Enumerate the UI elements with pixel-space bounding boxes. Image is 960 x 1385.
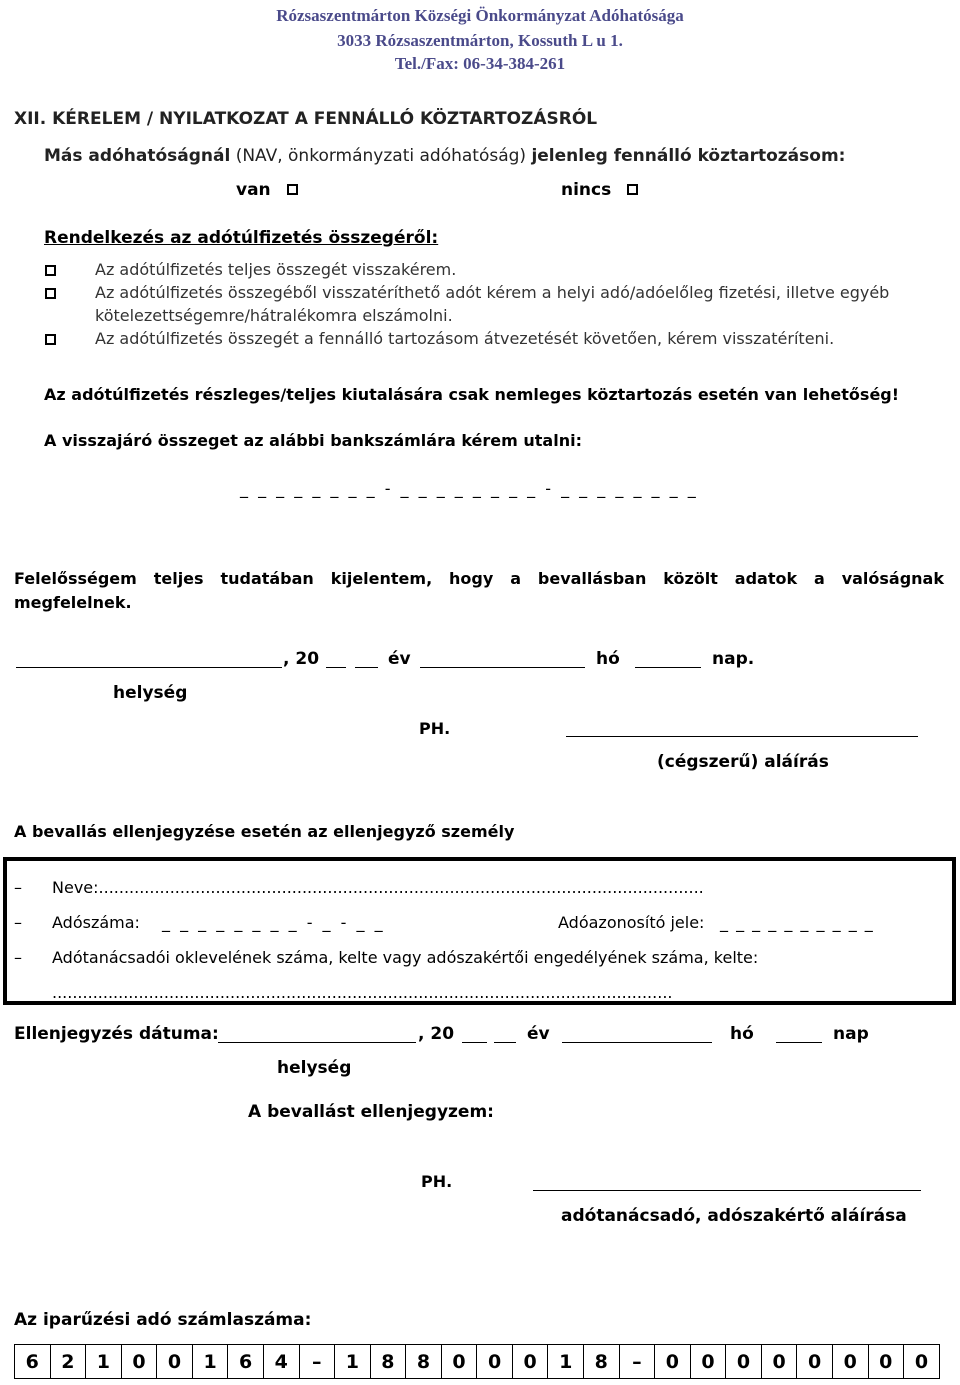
account-digit: 0 xyxy=(904,1345,940,1379)
account-digit: 6 xyxy=(228,1345,264,1379)
option2-label-line1: Az adótúlfizetés összegéből visszatéríthető adót kérem a helyi adó/adóelőleg fizetési, illetve egyéb xyxy=(95,283,890,302)
option1-label: Az adótúlfizetés teljes összegét visszakérem. xyxy=(95,260,457,279)
declaration-text: Felelősségem teljes tudatában kijelentem, hogy a bevallásban közölt adatok a valóságnak xyxy=(14,569,944,588)
countersign-signature-label: adótanácsadó, adószakértő aláírása xyxy=(561,1206,907,1226)
datum-ev-label: év xyxy=(527,1024,550,1044)
oklevel-label: Adótanácsadói oklevelének száma, kelte vagy adószakértői engedélyének száma, kelte: xyxy=(52,948,759,967)
nincs-option[interactable]: nincs xyxy=(561,180,638,200)
account-digit: 0 xyxy=(512,1345,548,1379)
ellenjegyzem-label: A bevallást ellenjegyzem: xyxy=(248,1102,494,1122)
account-digit: 8 xyxy=(584,1345,620,1379)
account-label: Az iparűzési adó számlaszáma: xyxy=(14,1310,312,1330)
account-digit: 0 xyxy=(441,1345,477,1379)
year-prefix: , 20 xyxy=(283,649,320,669)
office-address: 3033 Rózsaszentmárton, Kossuth L u 1. xyxy=(337,31,623,50)
account-digit: 0 xyxy=(477,1345,513,1379)
account-digit: 1 xyxy=(86,1345,122,1379)
option2-checkbox[interactable] xyxy=(45,288,56,299)
signature-label: (cégszerű) aláírás xyxy=(657,752,829,772)
datum-label: Ellenjegyzés dátuma: xyxy=(14,1024,219,1044)
adoszama-field[interactable]: _ _ _ _ _ _ _ _ - _ - _ _ xyxy=(162,913,383,932)
option3-label: Az adótúlfizetés összegét a fennálló tartozásom átvezetését követően, kérem visszatéríteni. xyxy=(95,329,835,348)
adoszama-label: Adószáma: xyxy=(52,913,140,932)
adoazonosito-label: Adóazonosító jele: xyxy=(558,913,705,932)
account-separator: – xyxy=(619,1345,655,1379)
note-text: Az adótúlfizetés részleges/teljes kiutalására csak nemleges köztartozás esetén van lehetőség! xyxy=(44,385,900,404)
oklevel-field[interactable]: .......................................................................................................................... xyxy=(52,983,673,1002)
account-digit: 2 xyxy=(50,1345,86,1379)
account-digit: 0 xyxy=(761,1345,797,1379)
helyseg-label: helység xyxy=(113,683,188,703)
account-digit: 0 xyxy=(832,1345,868,1379)
account-number-grid xyxy=(14,1344,940,1379)
option1-checkbox[interactable] xyxy=(45,265,56,276)
section-title: XII. KÉRELEM / NYILATKOZAT A FENNÁLLÓ KÖZTARTOZÁSRÓL xyxy=(14,109,598,129)
adoszama-dash: – xyxy=(14,913,22,932)
account-digit: 0 xyxy=(690,1345,726,1379)
place-field[interactable] xyxy=(16,667,282,668)
month-field[interactable] xyxy=(420,667,585,668)
neve-dash: – xyxy=(14,878,22,897)
ph-label: PH. xyxy=(419,719,451,738)
account-digit: 8 xyxy=(370,1345,406,1379)
ev-label: év xyxy=(388,649,411,669)
account-digit: 0 xyxy=(157,1345,193,1379)
account-digit: 0 xyxy=(655,1345,691,1379)
account-digit: 4 xyxy=(263,1345,299,1379)
countersign-ph-label: PH. xyxy=(421,1172,453,1191)
adoazonosito-field[interactable]: _ _ _ _ _ _ _ _ _ _ xyxy=(720,913,873,932)
bank-label: A visszajáró összeget az alábbi bankszámlára kérem utalni: xyxy=(44,431,582,450)
account-digit: 1 xyxy=(335,1345,371,1379)
neve-field[interactable]: Neve:....................................................................................................................... xyxy=(52,878,704,897)
datum-ho-label: hó xyxy=(730,1024,754,1044)
datum-year-prefix: , 20 xyxy=(418,1024,455,1044)
ho-label: hó xyxy=(596,649,620,669)
account-digit: 1 xyxy=(548,1345,584,1379)
bank-account-field[interactable]: _ _ _ _ _ _ _ _ - _ _ _ _ _ _ _ _ - _ _ _ _ _ _ _ _ xyxy=(240,479,696,498)
account-digit: 1 xyxy=(192,1345,228,1379)
declaration-text-end: megfelelnek. xyxy=(14,593,132,612)
oklevel-dash: – xyxy=(14,948,22,967)
rendelkezes-heading: Rendelkezés az adótúlfizetés összegéről: xyxy=(44,228,439,248)
year-digit1-field[interactable] xyxy=(326,667,346,668)
debt-question: Más adóhatóságnál (NAV, önkormányzati adóhatóság) jelenleg fennálló köztartozásom: xyxy=(44,146,846,166)
signature-field[interactable] xyxy=(566,736,918,737)
datum-month-field[interactable] xyxy=(562,1042,712,1043)
year-digit2-field[interactable] xyxy=(355,667,378,668)
account-digit: 0 xyxy=(868,1345,904,1379)
option3-checkbox[interactable] xyxy=(45,334,56,345)
datum-year-digit1-field[interactable] xyxy=(462,1042,487,1043)
datum-year-digit2-field[interactable] xyxy=(494,1042,516,1043)
nap-label: nap. xyxy=(712,649,755,669)
account-separator: – xyxy=(299,1345,335,1379)
account-digit: 0 xyxy=(726,1345,762,1379)
day-field[interactable] xyxy=(635,667,701,668)
datum-place-field[interactable] xyxy=(218,1042,416,1043)
datum-helyseg-label: helység xyxy=(277,1058,352,1078)
datum-nap-label: nap xyxy=(833,1024,869,1044)
office-name: Rózsaszentmárton Községi Önkormányzat Adóhatósága xyxy=(276,6,684,25)
option2-label-line2: kötelezettségemre/hátralékomra elszámolni. xyxy=(95,306,453,325)
account-digit: 6 xyxy=(15,1345,51,1379)
nincs-checkbox[interactable] xyxy=(627,184,638,195)
account-digit: 8 xyxy=(406,1345,442,1379)
datum-day-field[interactable] xyxy=(776,1042,822,1043)
office-phone: Tel./Fax: 06-34-384-261 xyxy=(394,54,566,73)
countersign-signature-field[interactable] xyxy=(533,1190,921,1191)
countersign-title: A bevallás ellenjegyzése esetén az ellenjegyző személy xyxy=(14,822,515,841)
account-digit: 0 xyxy=(797,1345,833,1379)
van-option[interactable]: van xyxy=(236,180,298,200)
account-digit: 0 xyxy=(121,1345,157,1379)
van-checkbox[interactable] xyxy=(287,184,298,195)
